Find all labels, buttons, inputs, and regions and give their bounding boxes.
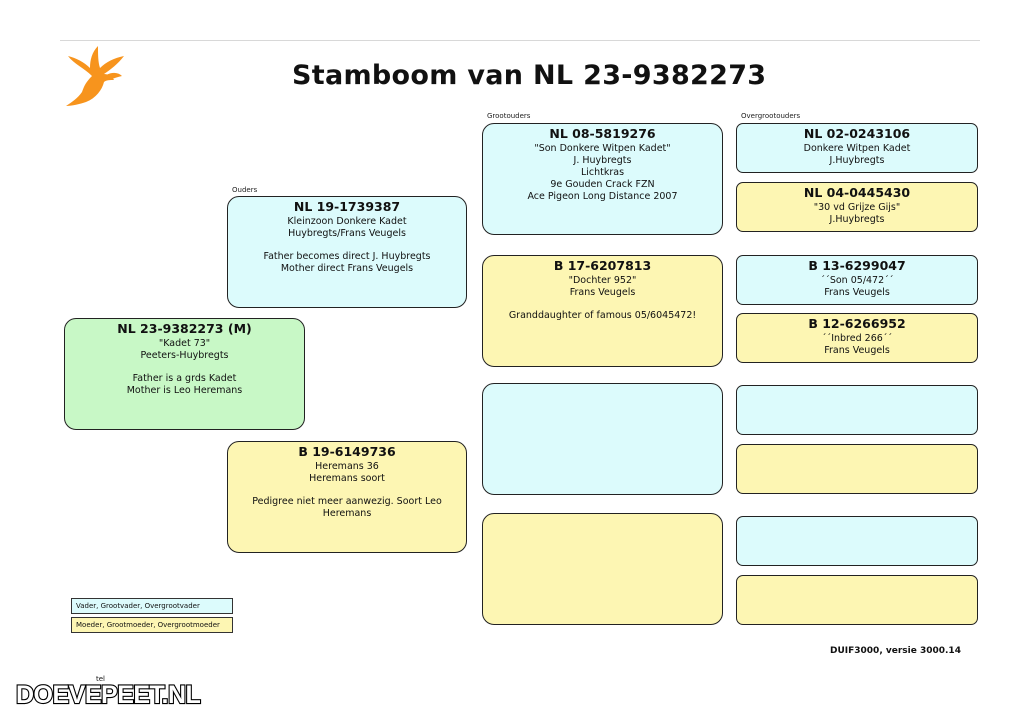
card-great-grandmother-3[interactable] bbox=[736, 444, 978, 494]
card-grandfather-maternal[interactable] bbox=[482, 383, 723, 495]
card-line: Father becomes direct J. Huybregts bbox=[263, 251, 431, 262]
card-great-grandfather-2[interactable] bbox=[736, 255, 978, 305]
label-grandparents: Grootouders bbox=[487, 112, 531, 120]
card-great-grandfather-1[interactable] bbox=[736, 123, 978, 173]
card-line: Heremans bbox=[322, 508, 372, 519]
ring-number: NL 08-5819276 bbox=[549, 126, 656, 141]
card-grandmother-maternal[interactable] bbox=[482, 513, 723, 625]
dove-icon bbox=[62, 42, 126, 108]
legend-female: Moeder, Grootmoeder, Overgrootmoeder bbox=[71, 617, 233, 633]
card-line: Mother direct Frans Veugels bbox=[280, 263, 414, 274]
card-line: Kleinzoon Donkere Kadet bbox=[287, 216, 407, 227]
card-great-grandfather-3[interactable] bbox=[736, 385, 978, 435]
card-line: "Kadet 73" bbox=[158, 338, 211, 349]
ring-number: NL 04-0445430 bbox=[803, 185, 911, 200]
card-line: Lichtkras bbox=[580, 167, 625, 178]
card-line: "Son Donkere Witpen Kadet" bbox=[534, 143, 671, 154]
watermark-text: DOEVEPEET.NL bbox=[16, 681, 201, 709]
legend-male: Vader, Grootvader, Overgrootvader bbox=[71, 598, 233, 614]
card-line: Ace Pigeon Long Distance 2007 bbox=[527, 191, 678, 202]
page-title: Stamboom van NL 23-9382273 bbox=[292, 60, 767, 91]
card-line: ´´Inbred 266´´ bbox=[821, 333, 893, 344]
card-line: Father is a grds Kadet bbox=[132, 373, 237, 384]
card-line: J. Huybregts bbox=[573, 155, 632, 166]
card-grandfather-paternal[interactable] bbox=[482, 123, 723, 235]
ring-number: B 19-6149736 bbox=[298, 444, 396, 459]
ring-number: B 13-6299047 bbox=[808, 258, 906, 273]
card-line: Heremans soort bbox=[309, 473, 385, 484]
card-great-grandfather-4[interactable] bbox=[736, 516, 978, 566]
card-line: 9e Gouden Crack FZN bbox=[550, 179, 655, 190]
card-line: Mother is Leo Heremans bbox=[126, 385, 243, 396]
ring-number: B 17-6207813 bbox=[553, 258, 652, 273]
card-line: Frans Veugels bbox=[569, 287, 636, 298]
watermark bbox=[14, 678, 224, 710]
version-label: DUIF3000, versie 3000.14 bbox=[830, 646, 961, 656]
card-line: "Dochter 952" bbox=[568, 275, 637, 286]
card-line: J.Huybregts bbox=[829, 155, 885, 166]
card-line: Frans Veugels bbox=[824, 287, 890, 298]
card-great-grandmother-2[interactable] bbox=[736, 313, 978, 363]
card-grandmother-paternal[interactable] bbox=[482, 255, 723, 367]
card-line: Heremans 36 bbox=[315, 461, 379, 472]
card-great-grandmother-1[interactable] bbox=[736, 182, 978, 232]
card-line: Frans Veugels bbox=[824, 345, 890, 356]
tel-label: tel bbox=[96, 675, 105, 683]
label-great-grandparents: Overgrootouders bbox=[741, 112, 801, 120]
card-line: "30 vd Grijze Gijs" bbox=[813, 202, 901, 213]
card-line: Peeters-Huybregts bbox=[140, 350, 229, 361]
top-divider bbox=[60, 40, 980, 41]
card-great-grandmother-4[interactable] bbox=[736, 575, 978, 625]
card-line: J.Huybregts bbox=[829, 214, 885, 225]
card-father[interactable] bbox=[227, 196, 467, 308]
card-line: Pedigree niet meer aanwezig. Soort Leo bbox=[252, 496, 442, 507]
card-line: Granddaughter of famous 05/6045472! bbox=[508, 310, 697, 321]
card-subject[interactable] bbox=[64, 318, 305, 430]
ring-number: B 12-6266952 bbox=[808, 316, 906, 331]
card-line: Donkere Witpen Kadet bbox=[803, 143, 911, 154]
ring-number: NL 02-0243106 bbox=[803, 126, 911, 141]
ring-number: NL 19-1739387 bbox=[293, 199, 401, 214]
card-line: ´´Son 05/472´´ bbox=[820, 275, 894, 286]
ring-number: NL 23-9382273 (M) bbox=[117, 321, 252, 336]
label-parents: Ouders bbox=[232, 186, 258, 194]
card-mother[interactable] bbox=[227, 441, 467, 553]
card-line: Huybregts/Frans Veugels bbox=[288, 228, 406, 239]
